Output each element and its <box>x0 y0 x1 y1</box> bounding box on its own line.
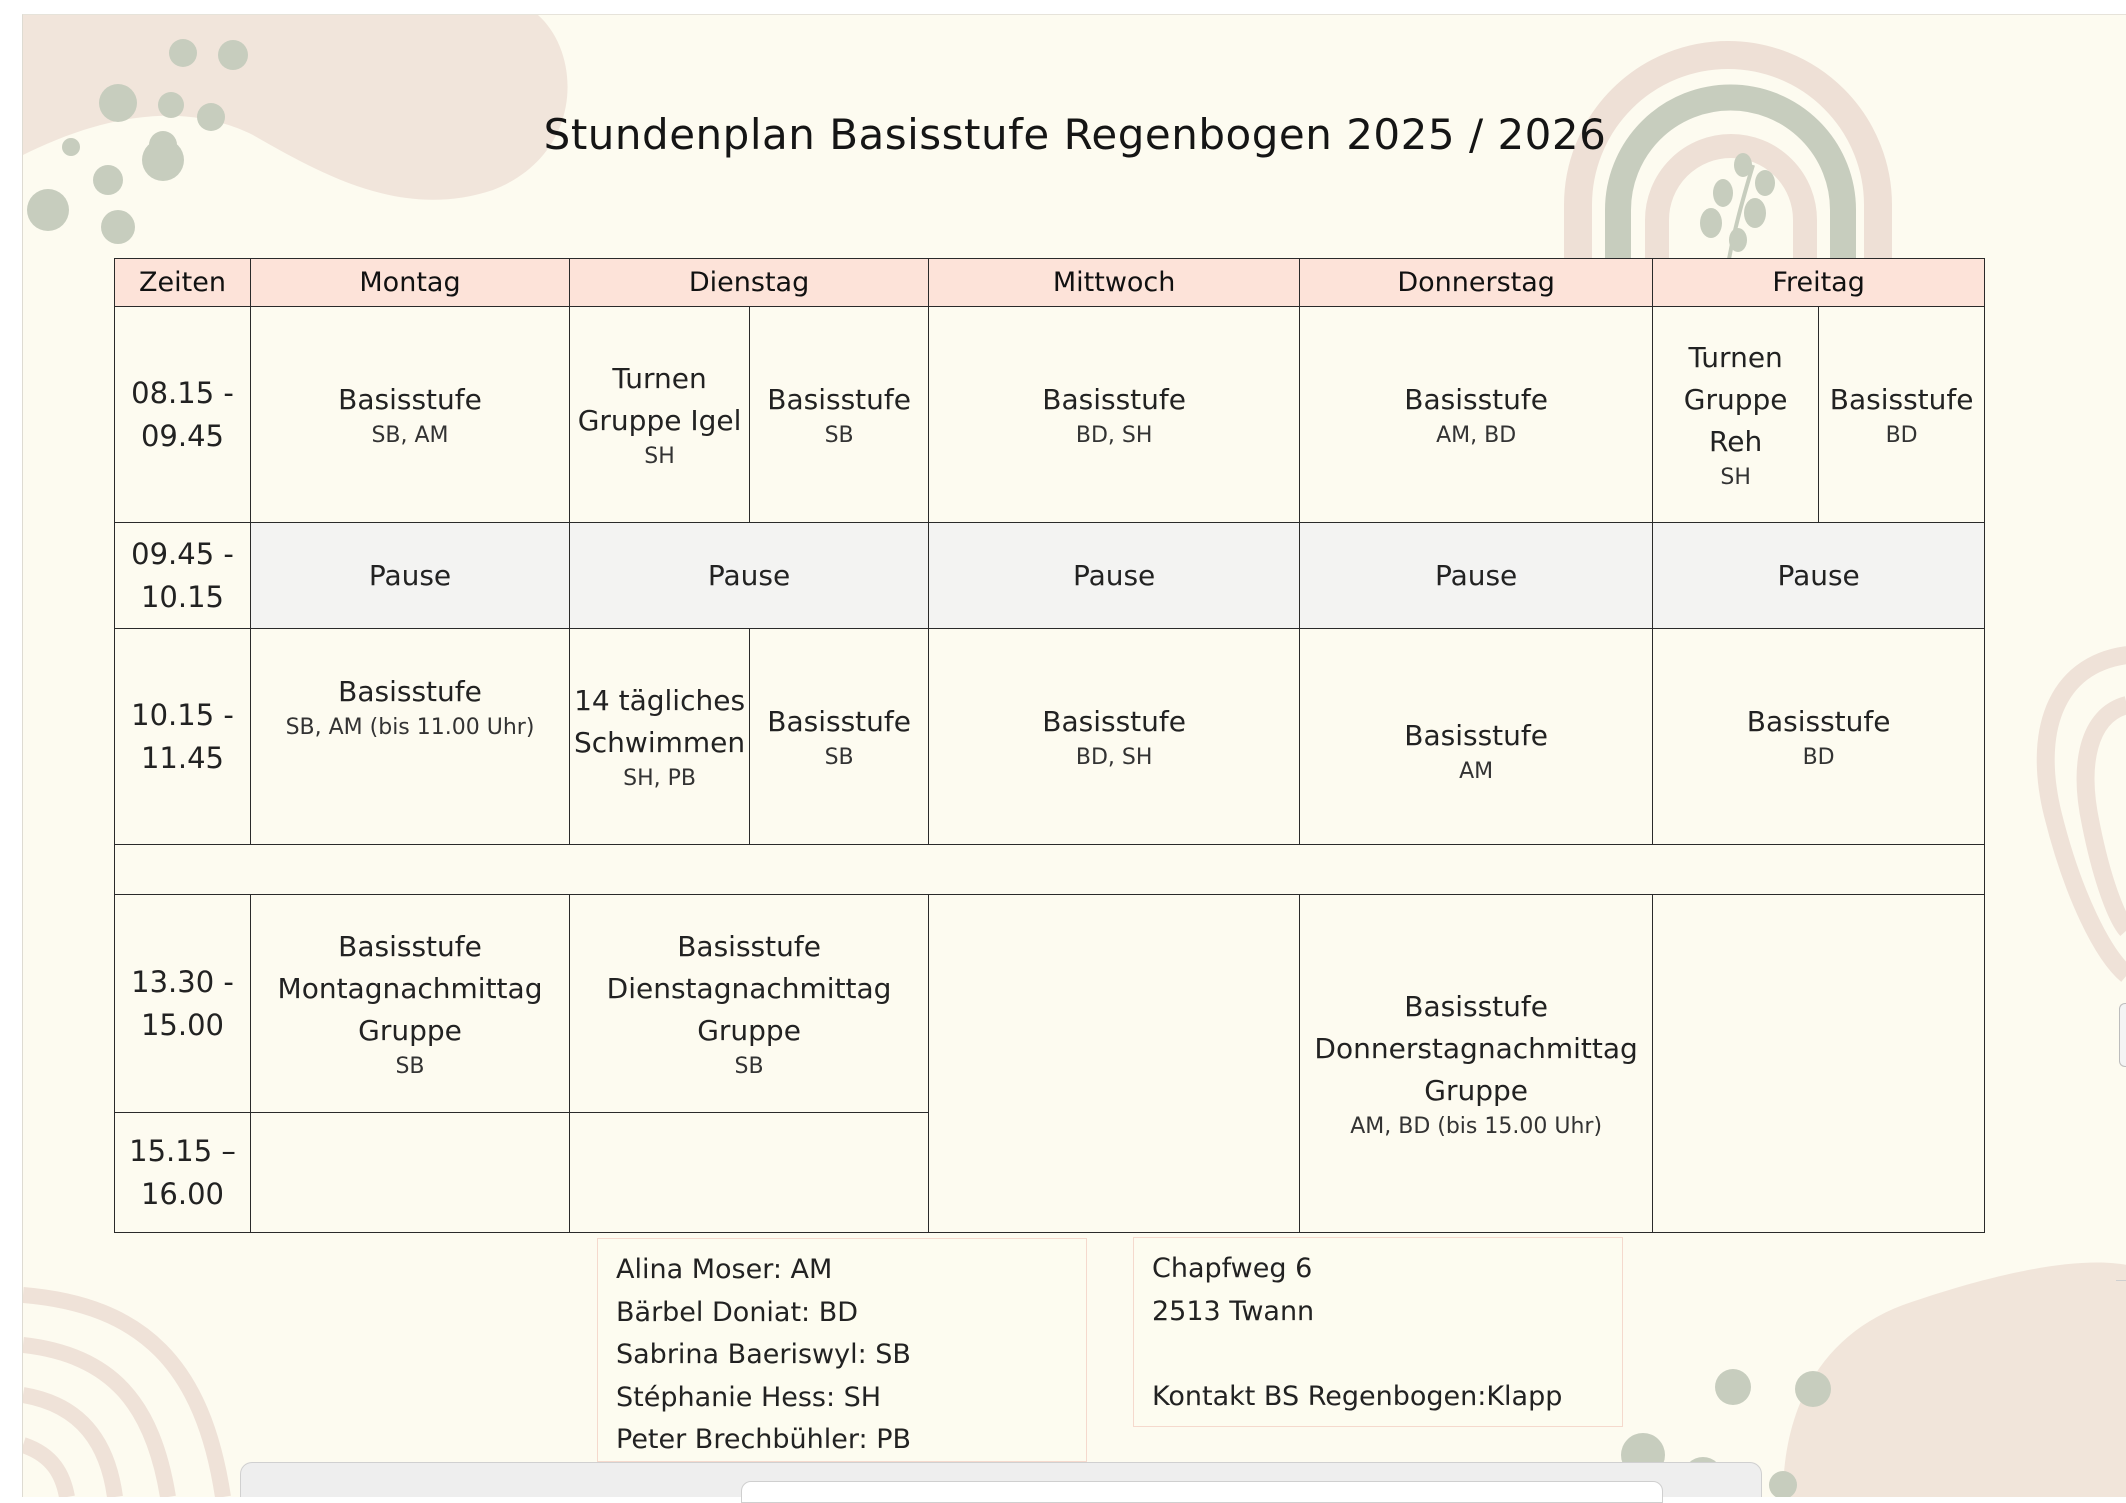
header-zeiten: Zeiten <box>115 259 251 307</box>
header-mittwoch: Mittwoch <box>929 259 1300 307</box>
legend-item: Peter Brechbühler: PB <box>616 1424 911 1455</box>
group: Gruppe Reh <box>1683 382 1788 458</box>
bottom-toolbar[interactable] <box>240 1462 1762 1497</box>
time-start: 08.15 - <box>131 375 234 410</box>
header-donnerstag: Donnerstag <box>1300 259 1653 307</box>
header-row <box>115 259 1985 307</box>
cell-thu-afternoon <box>1300 895 1653 1233</box>
subject: Turnen <box>1688 340 1783 374</box>
header-dienstag: Dienstag <box>570 259 929 307</box>
time-end: 15.00 <box>140 1007 225 1042</box>
subject: Basisstufe <box>767 704 911 738</box>
teachers: SB <box>824 422 854 448</box>
address-contact: Kontakt BS Regenbogen:Klapp <box>1152 1380 1563 1412</box>
teachers: SB <box>395 1053 425 1079</box>
cell-tue-late-morning-b <box>750 629 929 845</box>
time-cell <box>115 1113 251 1233</box>
teachers: SB, AM <box>371 422 449 448</box>
bottom-input-field[interactable] <box>741 1481 1663 1503</box>
pause-fri: Pause <box>1653 523 1985 629</box>
subject: Basisstufe <box>1829 382 1974 416</box>
cell-tue-morning-b <box>750 307 929 523</box>
row-pause <box>115 523 1985 629</box>
time-start: 13.30 - <box>131 964 234 999</box>
subject: Basisstufe <box>338 382 482 416</box>
legend-item: Bärbel Doniat: BD <box>616 1296 859 1328</box>
time-cell <box>115 895 251 1113</box>
row-1015 <box>115 629 1985 845</box>
time-end: 10.15 <box>140 579 225 614</box>
cell-thu-morning <box>1300 307 1653 523</box>
teacher-legend <box>597 1238 1087 1462</box>
time-start: 10.15 - <box>131 697 234 732</box>
legend-item: Stéphanie Hess: SH <box>616 1381 882 1413</box>
teachers: SB <box>734 1053 764 1079</box>
group: Dienstagnachmittag Gruppe <box>606 971 892 1047</box>
subject: Basisstufe <box>677 929 821 963</box>
cell-mon-late-afternoon <box>251 1113 570 1233</box>
teachers: BD <box>1885 422 1918 448</box>
legend-item: Sabrina Baeriswyl: SB <box>616 1339 911 1370</box>
address-city: 2513 Twann <box>1152 1295 1315 1327</box>
document-page <box>22 14 2126 1497</box>
leaf-sprig <box>1700 153 1775 265</box>
teachers: AM, BD <box>1436 422 1517 448</box>
subject: 14 tägliches <box>574 683 746 717</box>
teachers: BD, SH <box>1075 744 1153 770</box>
cell-mon-afternoon <box>251 895 570 1113</box>
subject: Basisstufe <box>1404 989 1548 1023</box>
arches-right-edge <box>2046 655 2126 975</box>
subject: Basisstufe <box>1042 704 1186 738</box>
timetable <box>114 258 1985 1233</box>
cell-fri-morning-b <box>1819 307 1985 523</box>
cell-wed-afternoon <box>929 895 1300 1233</box>
time-cell <box>115 523 251 629</box>
pause-wed: Pause <box>929 523 1300 629</box>
time-end: 11.45 <box>140 740 225 775</box>
subject: Basisstufe <box>1404 382 1548 416</box>
subject: Basisstufe <box>338 675 482 708</box>
address-street: Chapfweg 6 <box>1152 1253 1313 1284</box>
cell-wed-morning <box>929 307 1300 523</box>
header-freitag: Freitag <box>1653 259 1985 307</box>
side-panel-handle[interactable] <box>2119 1003 2126 1067</box>
subject: Basisstufe <box>1746 704 1891 738</box>
cell-fri-morning-a <box>1653 307 1819 523</box>
group: Donnerstagnachmittag Gruppe <box>1314 1031 1638 1107</box>
time-cell <box>115 307 251 523</box>
teachers: SB, AM (bis 11.00 Uhr) <box>285 715 535 740</box>
teachers: SH <box>644 443 675 469</box>
row-0815 <box>115 307 1985 523</box>
cell-tue-late-afternoon <box>570 1113 929 1233</box>
time-cell <box>115 629 251 845</box>
teachers: BD <box>1802 744 1835 770</box>
time-start: 15.15 – <box>129 1133 236 1168</box>
teachers: SH, PB <box>623 765 696 791</box>
subject: Basisstufe <box>338 929 482 963</box>
teachers: BD, SH <box>1075 422 1153 448</box>
teachers: SB <box>824 744 854 770</box>
pause-tue: Pause <box>570 523 929 629</box>
time-end: 16.00 <box>140 1176 225 1211</box>
teachers: AM <box>1459 758 1494 784</box>
lunch-gap-cell <box>115 845 1985 895</box>
cell-tue-late-morning-a <box>570 629 750 845</box>
subject: Basisstufe <box>767 382 911 416</box>
subject: Basisstufe <box>1404 718 1548 752</box>
blush-blob-bottom-right <box>1783 1263 2126 1497</box>
cell-fri-late-morning <box>1653 629 1985 845</box>
arches-bottom-left <box>23 1295 223 1497</box>
teachers: SH <box>1720 464 1751 490</box>
subject: Turnen <box>612 361 707 395</box>
cell-tue-morning-a <box>570 307 750 523</box>
cell-fri-afternoon <box>1653 895 1985 1233</box>
address-box <box>1133 1237 1623 1427</box>
cell-mon-late-morning <box>251 629 570 845</box>
header-montag: Montag <box>251 259 570 307</box>
rainbow-top-right <box>1578 55 1878 275</box>
legend-item: Alina Moser: AM <box>616 1254 833 1285</box>
activity: Schwimmen <box>574 725 746 759</box>
page-title: Stundenplan Basisstufe Regenbogen 2025 / 2026 <box>543 110 1607 159</box>
cell-tue-afternoon <box>570 895 929 1113</box>
group: Gruppe Igel <box>577 403 742 437</box>
cell-wed-late-morning <box>929 629 1300 845</box>
cell-thu-late-morning <box>1300 629 1653 845</box>
group: Montagnachmittag Gruppe <box>277 971 543 1047</box>
pause-mon: Pause <box>251 523 570 629</box>
row-lunch-gap <box>115 845 1985 895</box>
cell-mon-morning <box>251 307 570 523</box>
address-spacer <box>1152 1333 1604 1376</box>
row-1330 <box>115 895 1985 1113</box>
edge-divider <box>2116 1280 2126 1281</box>
time-start: 09.45 - <box>131 536 234 571</box>
pause-thu: Pause <box>1300 523 1653 629</box>
teachers: AM, BD (bis 15.00 Uhr) <box>1350 1113 1603 1139</box>
subject: Basisstufe <box>1042 382 1186 416</box>
time-end: 09.45 <box>140 418 225 453</box>
